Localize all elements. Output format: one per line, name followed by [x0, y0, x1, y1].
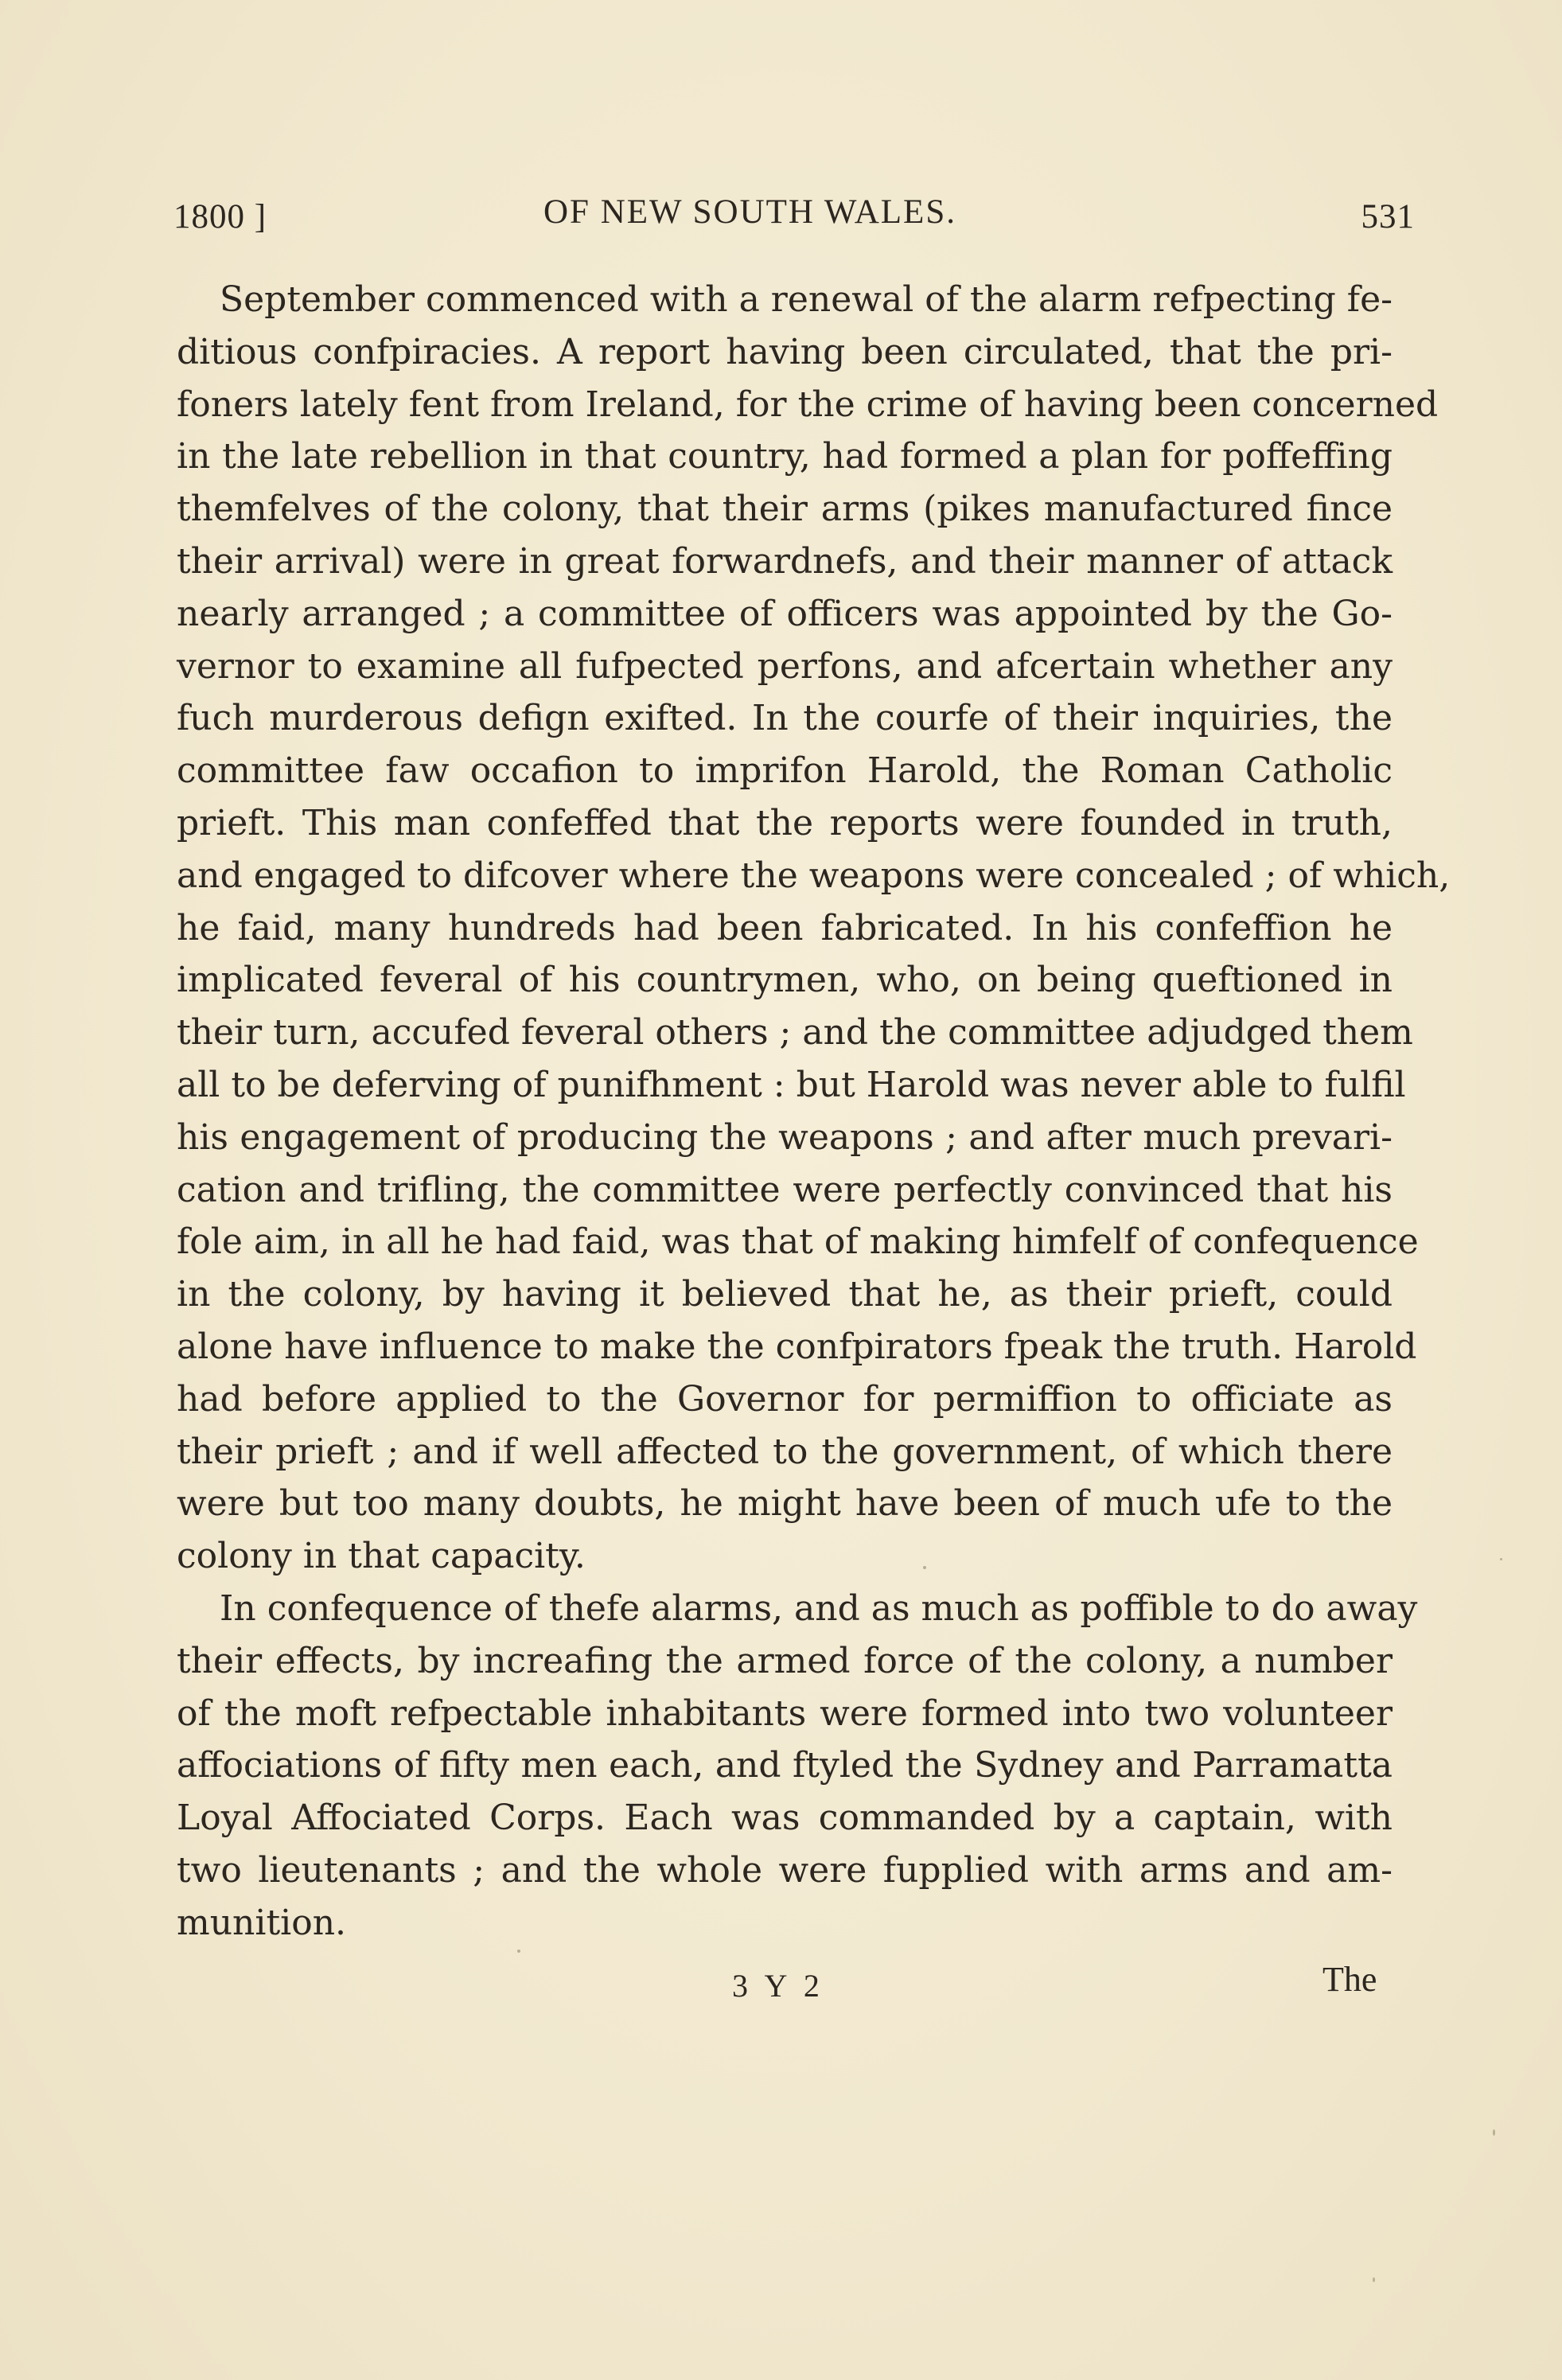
header-year: 1800 ] — [173, 198, 267, 236]
text-line: munition. — [177, 1902, 347, 1943]
text-line: Loyal Affociated Corps. Each was commanded by a captain, with — [177, 1798, 1393, 1839]
text-line: he faid, many hundreds had been fabricated. In his confeffion he — [177, 907, 1393, 948]
paper-speck — [517, 1950, 520, 1953]
page-number: 531 — [1361, 198, 1415, 236]
text-line: their turn, accufed feveral others ; and the committee adjudged them — [177, 1012, 1413, 1054]
text-line: September commenced with a renewal of the alarm refpecting fe- — [220, 279, 1393, 320]
text-line: In confequence of thefe alarms, and as much as poffible to do away — [220, 1587, 1418, 1629]
text-line: prieft. This man confeffed that the reports were founded in truth, — [177, 802, 1393, 843]
paper-speck — [1493, 2129, 1495, 2136]
text-line: foners lately fent from Ireland, for the crime of having been concerned — [177, 384, 1439, 425]
text-line: implicated feveral of his countrymen, who, on being queftioned in — [177, 960, 1393, 1001]
text-line: themfelves of the colony, that their arms (pikes manufactured fince — [177, 489, 1393, 530]
text-line: alone have influence to make the confpirators fpeak the truth. Harold — [177, 1326, 1417, 1367]
paper-speck — [1373, 2277, 1375, 2282]
text-line: vernor to examine all fufpected perfons, and afcertain whether any — [177, 645, 1393, 687]
running-header — [173, 188, 1415, 243]
paper-speck — [1500, 1558, 1502, 1560]
text-line: cation and trifling, the committee were perfectly convinced that his — [177, 1169, 1393, 1210]
text-line: in the late rebellion in that country, had formed a plan for poffeffing — [177, 436, 1393, 477]
paper-speck — [923, 1566, 926, 1569]
catchword: The — [1322, 1960, 1377, 1999]
text-line: their effects, by increafing the armed force of the colony, a number — [177, 1640, 1393, 1681]
text-line: and engaged to difcover where the weapons were concealed ; of which, — [177, 855, 1451, 896]
text-line: fole aim, in all he had faid, was that of making himfelf of confequence — [177, 1221, 1419, 1263]
text-line: were but too many doubts, he might have been of much ufe to the — [177, 1483, 1393, 1525]
text-line: had before applied to the Governor for permiffion to officiate as — [177, 1378, 1393, 1420]
text-line: colony in that capacity. — [177, 1536, 586, 1577]
body-text — [177, 274, 1451, 1950]
text-line: his engagement of producing the weapons ; and after much prevari- — [177, 1116, 1393, 1158]
text-line: their prieft ; and if well affected to the government, of which there — [177, 1431, 1393, 1472]
text-line: their arrival) were in great forwardnefs, and their manner of attack — [177, 540, 1393, 582]
text-line: affociations of fifty men each, and ftyled the Sydney and Parramatta — [177, 1745, 1393, 1786]
text-line: fuch murderous defign exifted. In the courfe of their inquiries, the — [177, 698, 1393, 739]
signature-mark: 3 Y 2 — [732, 1968, 824, 2004]
text-line: committee faw occafion to imprifon Harold, the Roman Catholic — [177, 750, 1393, 792]
text-line: in the colony, by having it believed that he, as their prieft, could — [177, 1274, 1393, 1315]
text-line: two lieutenants ; and the whole were fupplied with arms and am- — [177, 1849, 1393, 1891]
text-line: ditious confpiracies. A report having been circulated, that the pri- — [177, 331, 1393, 372]
text-line: all to be deferving of punifhment : but Harold was never able to fulfil — [177, 1064, 1406, 1105]
header-title: OF NEW SOUTH WALES. — [543, 193, 956, 231]
text-line: of the moft refpectable inhabitants were formed into two volunteer — [177, 1692, 1393, 1734]
page-footer — [0, 1959, 1562, 2015]
text-line: nearly arranged ; a committee of officers was appointed by the Go- — [177, 593, 1393, 634]
